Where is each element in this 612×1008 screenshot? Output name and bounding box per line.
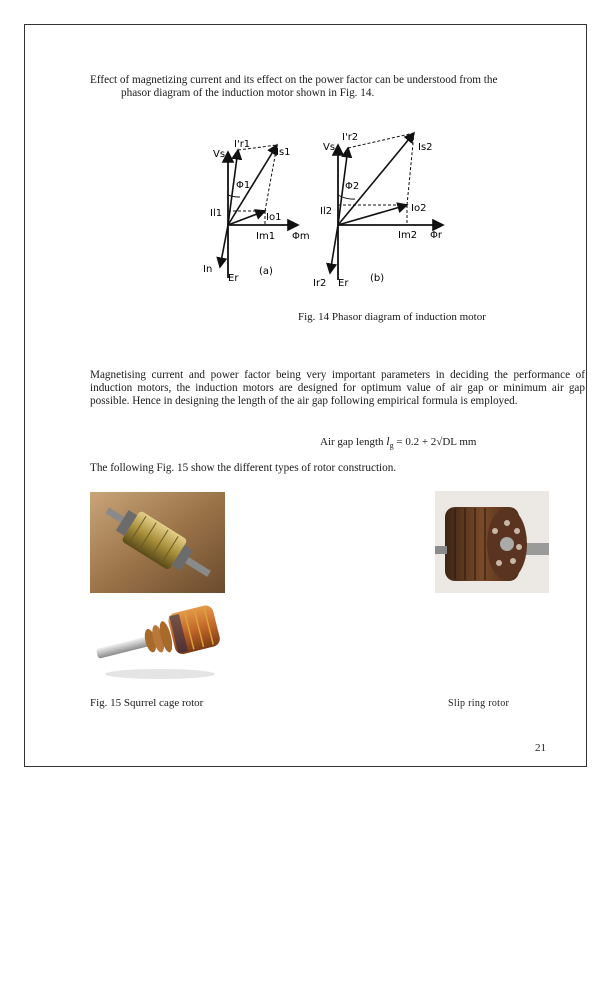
label-is-b: Is2: [418, 142, 433, 153]
label-im-a: Im1: [256, 231, 276, 242]
label-vs-a: Vs: [213, 149, 226, 160]
label-in-b: Ir2: [313, 278, 327, 289]
label-is-a: Is1: [276, 147, 291, 158]
dash-right-b: [407, 133, 414, 205]
air-gap-formula: [320, 434, 476, 450]
label-tag-b: (b): [370, 273, 385, 284]
formula-prefix: Air gap length: [320, 436, 387, 448]
label-in-a: In: [203, 264, 213, 275]
fig15-caption: Fig. 15 Squrrel cage rotor: [90, 697, 204, 709]
intro-line-1: Effect of magnetizing current and its effect on the power factor can be understood from the: [90, 74, 498, 86]
formula-rest: = 0.2 + 2√DL mm: [393, 436, 477, 448]
label-im-b: Im2: [398, 230, 418, 241]
phasor-diagram-a: [203, 139, 310, 284]
label-io-a: Io1: [266, 212, 282, 223]
io-vector-b: [338, 205, 407, 225]
phi-arc-b: [338, 195, 355, 199]
formula-subscript: g: [389, 441, 394, 451]
label-ir-a: I'r1: [234, 139, 251, 150]
label-er-b: Er: [338, 278, 349, 289]
label-ir-b: I'r2: [342, 132, 359, 143]
page-number: 21: [535, 742, 546, 754]
phi-arc-a: [228, 195, 240, 197]
label-vs-b: Vs: [323, 142, 336, 153]
phasor-diagram-b: [313, 132, 443, 289]
io-vector-a: [228, 211, 265, 225]
fig14-caption: Fig. 14 Phasor diagram of induction motor: [298, 311, 486, 323]
slip-ring-caption: Slip ring rotor: [448, 698, 510, 709]
label-er-a: Er: [228, 273, 239, 284]
wound-rotor-photo: [90, 594, 225, 682]
intro-line-2: phasor diagram of the induction motor shown in Fig. 14.: [121, 87, 375, 100]
label-tag-a: (a): [259, 266, 273, 277]
squirrel-cage-rotor-photo: [90, 492, 225, 593]
label-io-b: Io2: [411, 203, 427, 214]
label-il-b: Il2: [320, 206, 333, 217]
air-gap-paragraph: Magnetising current and power factor being very important parameters in deciding the performance of induction motors, the induction motors are designed for optimum value of air gap or minimum air gap possible. Hence in designing the length of the air gap following empirical formula is employed.: [90, 369, 585, 408]
label-axis-b: Φr: [430, 230, 442, 241]
rotor-intro-paragraph: The following Fig. 15 show the different types of rotor construction.: [90, 462, 397, 474]
in-vector-a: [220, 225, 228, 267]
label-il-a: Il1: [210, 208, 223, 219]
is-vector-b: [338, 133, 414, 225]
phasor-diagram: [200, 110, 450, 298]
label-axis-a: Φm: [292, 231, 310, 242]
label-phi-b: Φ2: [345, 181, 360, 192]
formula-symbol: l: [386, 434, 390, 448]
intro-paragraph: [90, 74, 550, 100]
in-vector-b: [330, 225, 338, 273]
label-phi-a: Φ1: [236, 180, 251, 191]
slip-ring-rotor-photo: [435, 491, 549, 593]
